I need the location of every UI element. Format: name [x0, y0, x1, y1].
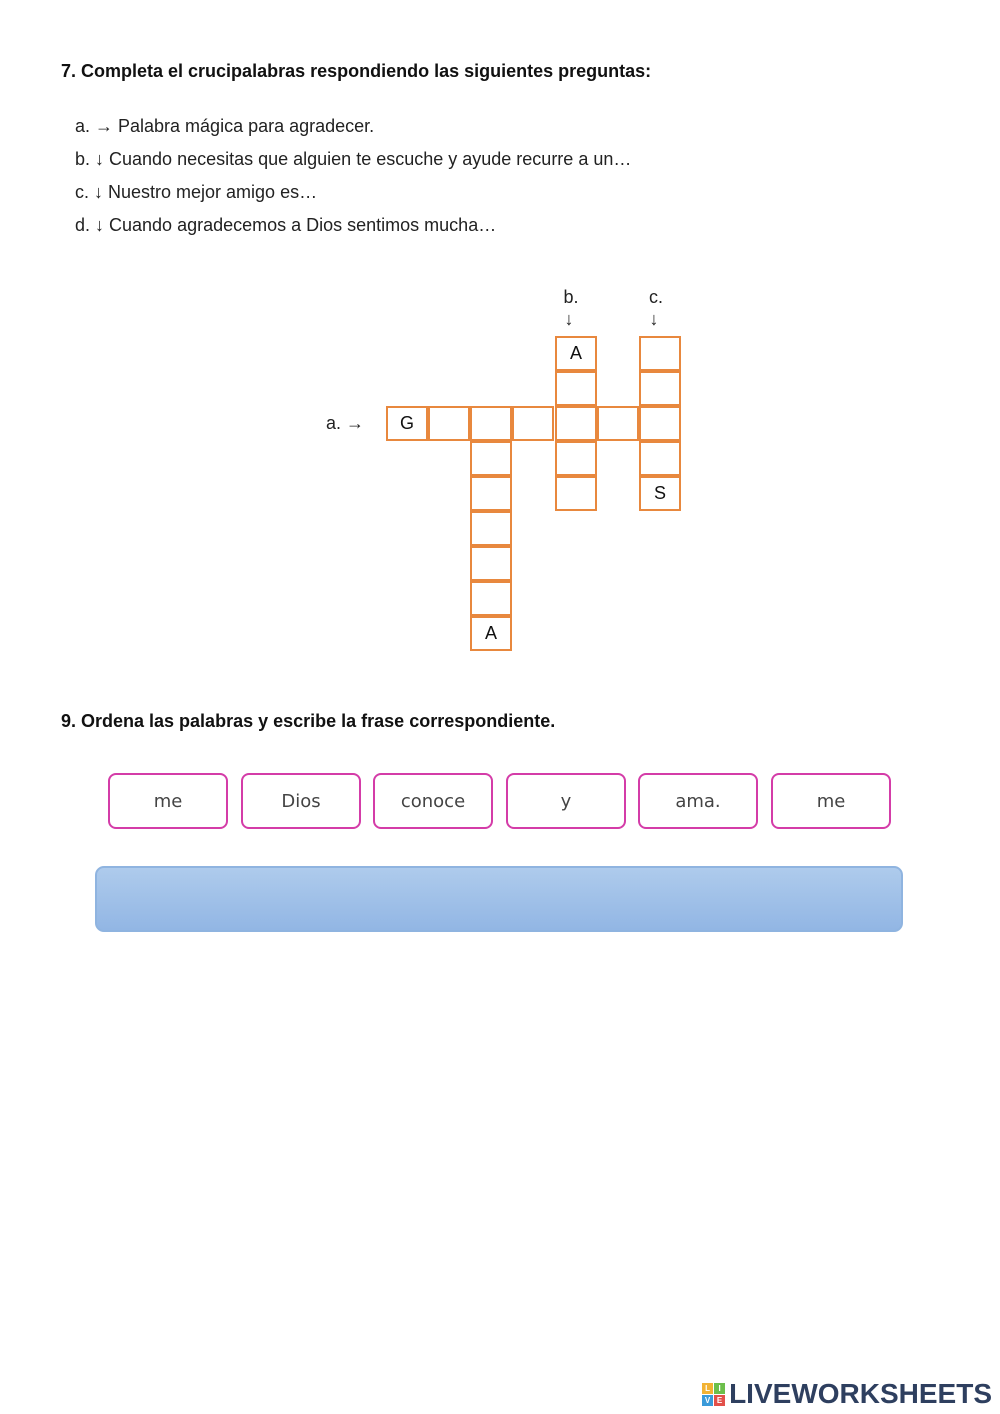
- word-chip[interactable]: me: [771, 773, 891, 829]
- word-chip[interactable]: Dios: [241, 773, 361, 829]
- crossword-cell-a3[interactable]: [470, 406, 512, 441]
- logo-letter: I: [714, 1383, 725, 1394]
- crossword-cell-a4[interactable]: [512, 406, 554, 441]
- crossword-cell-d5[interactable]: [470, 546, 512, 581]
- crossword-cell-b5[interactable]: [555, 476, 597, 511]
- clue-c: c. ↓ Nuestro mejor amigo es…: [75, 182, 318, 202]
- crossword-label-b: b.: [563, 287, 579, 307]
- crossword-cell-a2[interactable]: [428, 406, 470, 441]
- crossword-cell-d3[interactable]: [470, 476, 512, 511]
- crossword-cell-d7[interactable]: A: [470, 616, 512, 651]
- answer-drop-zone[interactable]: [95, 866, 903, 932]
- logo-letter: V: [702, 1395, 713, 1406]
- clue-a: a. → Palabra mágica para agradecer.: [75, 116, 375, 136]
- liveworksheets-logo: [702, 1374, 992, 1414]
- word-chip[interactable]: me: [108, 773, 228, 829]
- crossword-cell-a6[interactable]: [597, 406, 639, 441]
- crossword-cell-d2[interactable]: [470, 441, 512, 476]
- logo-letter: E: [714, 1395, 725, 1406]
- crossword-cell-a7[interactable]: [639, 406, 681, 441]
- crossword-label-a: a. →: [326, 413, 365, 433]
- crossword-cell-d4[interactable]: [470, 511, 512, 546]
- liveworksheets-logo-icon: [702, 1383, 725, 1406]
- word-chip[interactable]: y: [506, 773, 626, 829]
- crossword-cell-b1[interactable]: A: [555, 336, 597, 371]
- crossword-label-c: c.: [648, 287, 663, 307]
- word-chip[interactable]: ama.: [638, 773, 758, 829]
- brand-name: LIVEWORKSHEETS: [729, 1378, 992, 1409]
- crossword-cell-d6[interactable]: [470, 581, 512, 616]
- crossword-cell-b2[interactable]: [555, 371, 597, 406]
- logo-letter: L: [702, 1383, 713, 1394]
- crossword-cell-b4[interactable]: [555, 441, 597, 476]
- question-7-heading: 7. Completa el crucipalabras respondiendo las siguientes preguntas:: [61, 61, 652, 81]
- down-arrow-icon: ↓: [649, 309, 659, 329]
- clue-d: d. ↓ Cuando agradecemos a Dios sentimos mucha…: [75, 215, 497, 235]
- crossword-cell-c2[interactable]: [639, 371, 681, 406]
- down-arrow-icon: ↓: [564, 309, 574, 329]
- question-9-heading: 9. Ordena las palabras y escribe la frase correspondiente.: [61, 711, 556, 731]
- clue-b: b. ↓ Cuando necesitas que alguien te escuche y ayude recurre a un…: [75, 149, 632, 169]
- crossword-cell-a1[interactable]: G: [386, 406, 428, 441]
- crossword-cell-c1[interactable]: [639, 336, 681, 371]
- word-chip[interactable]: conoce: [373, 773, 493, 829]
- crossword-cell-c4[interactable]: [639, 441, 681, 476]
- crossword-cell-a5[interactable]: [555, 406, 597, 441]
- crossword-cell-c5[interactable]: S: [639, 476, 681, 511]
